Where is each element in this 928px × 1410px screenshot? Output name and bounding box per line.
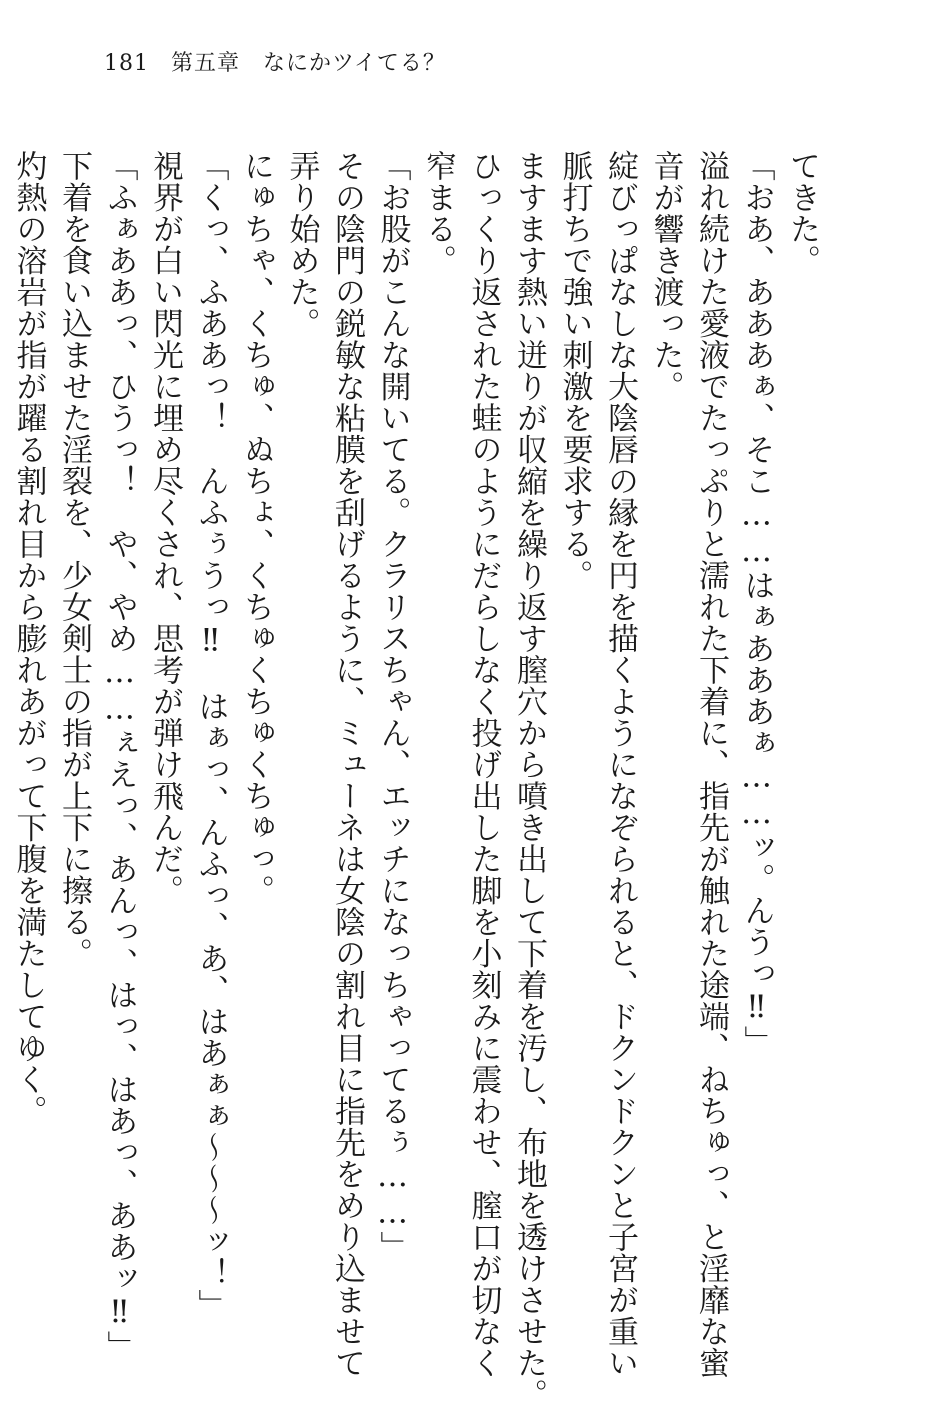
text-line: ひっくり返された蛙のようにだらしなく投げ出した脚を小刻みに震わせ、膣口が切なく bbox=[465, 150, 502, 1379]
text-line: 窄まる。 bbox=[420, 150, 456, 276]
text-line: 灼熱の溶岩が指が躍る割れ目から膨れあがって下腹を満たしてゆく。 bbox=[10, 150, 47, 1127]
text-line: ますます熱い迸りが収縮を繰り返す膣穴から噴き出して下着を汚し、布地を透けさせた。 bbox=[511, 150, 547, 1410]
chapter-label: 第五章 bbox=[171, 51, 241, 76]
text-line: 「おあ、あああぁ、そこ……はぁあああぁ……ッ。んうっ‼」 bbox=[738, 150, 775, 1057]
text-line: 「くっ、ふああっ！ んふぅうっ‼ はぁっ、んふっ、あ、はあぁぁ〜〜〜ッ！」 bbox=[192, 150, 229, 1321]
text-line: てきた。 bbox=[784, 150, 820, 276]
text-line: 脈打ちで強い刺激を要求する。 bbox=[556, 150, 593, 591]
chapter-title: なにかツイてる？ bbox=[263, 51, 446, 76]
text-line: その陰門の鋭敏な粘膜を刮げるように、ミューネは女陰の割れ目に指先をめり込ませて bbox=[329, 150, 365, 1379]
text-line: にゅちゃ、くちゅ、ぬちょ、くちゅくちゅくちゅっ。 bbox=[238, 150, 274, 906]
page-number: 181 bbox=[104, 51, 149, 76]
running-header bbox=[104, 46, 446, 77]
text-line: 「お股がこんな開いてる。クラリスちゃん、エッチになっちゃってるぅ……」 bbox=[374, 150, 411, 1263]
text-line: 綻びっぱなしな大陰唇の縁を円を描くようになぞられると、ドクンドクンと子宮が重い bbox=[602, 150, 638, 1379]
text-line: 音が響き渡った。 bbox=[647, 150, 684, 402]
text-line: 「ふぁああっ、ひうっ！ や、やめ……ぇえっ、あんっ、はっ、はあっ、ああッ‼」 bbox=[101, 150, 138, 1362]
text-line: 溢れ続けた愛液でたっぷりと濡れた下着に、指先が触れた途端、ねちゅっ、と淫靡な蜜 bbox=[693, 150, 729, 1379]
text-line: 視界が白い閃光に埋め尽くされ、思考が弾け飛んだ。 bbox=[147, 150, 183, 906]
text-line: 下着を食い込ませた淫裂を、少女剣士の指が上下に擦る。 bbox=[56, 150, 92, 969]
vertical-body-text bbox=[5, 150, 824, 1410]
text-line: 弄り始めた。 bbox=[283, 150, 320, 339]
